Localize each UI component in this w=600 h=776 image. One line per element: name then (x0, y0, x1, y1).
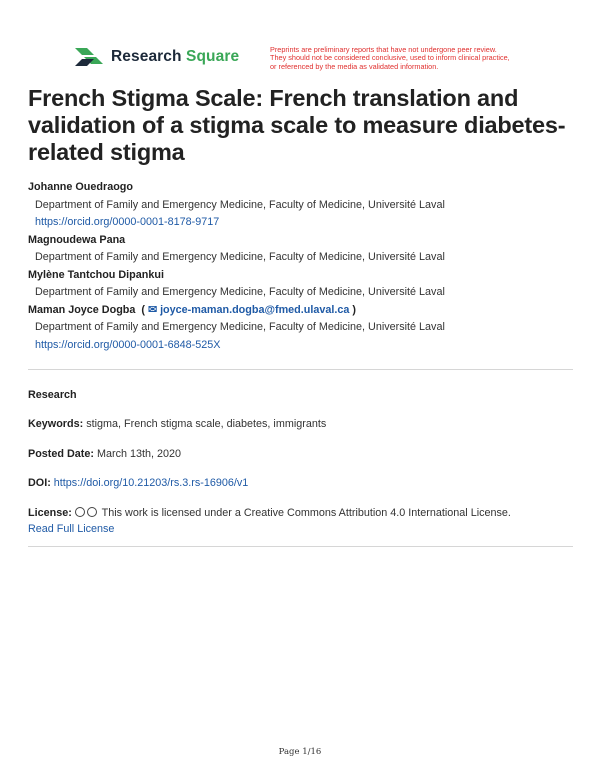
author-name: Johanne Ouedraogo (28, 181, 133, 193)
author-affiliation: Department of Family and Emergency Medicine, Faculty of Medicine, Université Laval (35, 251, 445, 263)
author-name: Magnoudewa Pana (28, 233, 126, 246)
author-block (28, 232, 578, 267)
logo-text (111, 48, 239, 66)
posted-date-value: March 13th, 2020 (97, 448, 182, 460)
author-block (28, 179, 578, 232)
keywords-label: Keywords: (28, 418, 84, 430)
author-name: Mylène Tantchou Dipankui (28, 268, 164, 281)
doi-label: DOI: (28, 477, 51, 489)
author-affiliation: Department of Family and Emergency Medicine, Faculty of Medicine, Université Laval (35, 198, 445, 211)
article-type (28, 387, 578, 403)
logo-square: Square (186, 48, 240, 65)
article-type-label: Research (28, 389, 77, 401)
cc-by-icon (87, 507, 97, 517)
orcid-link[interactable]: https://orcid.org/0000-0001-8178-9717 (35, 216, 220, 228)
email-link[interactable] (148, 304, 349, 316)
logo-research: Research (111, 48, 182, 65)
disclaimer-line: or referenced by the media as validated information. (270, 61, 439, 71)
keywords-row (28, 416, 578, 432)
research-square-logo[interactable] (75, 46, 239, 68)
disclaimer-line: They should not be considered conclusive, used to inform clinical practice, (270, 53, 510, 63)
paper-title: French Stigma Scale: French translation and validation of a stigma scale to measure diabetes-related stigma (28, 85, 566, 165)
author-block (28, 267, 578, 302)
license-row (28, 505, 578, 537)
disclaimer-line: Preprints are preliminary reports that have not undergone peer review. (270, 45, 497, 54)
preprint-disclaimer (270, 46, 540, 71)
page-number: Page 1/16 (278, 747, 322, 757)
author-block (28, 302, 578, 355)
author-name: Maman Joyce Dogba (28, 303, 136, 316)
doi-link[interactable]: https://doi.org/10.21203/rs.3.rs-16906/v1 (53, 477, 249, 489)
author-affiliation: Department of Family and Emergency Medicine, Faculty of Medicine, Université Laval (35, 321, 445, 333)
keywords-value: stigma, French stigma scale, diabetes, immigrants (86, 418, 327, 430)
posted-date-label: Posted Date: (28, 448, 94, 460)
read-full-license-link[interactable]: Read Full License (28, 523, 115, 535)
email-address: joyce-maman.dogba@fmed.ulaval.ca (160, 303, 350, 316)
research-square-logo-icon (75, 46, 103, 68)
author-list (28, 179, 578, 354)
corresponding-author: Maman Joyce Dogba ( ✉ joyce-maman.dogba@fmed.ulaval.ca ) (28, 303, 357, 316)
cc-icon (75, 507, 85, 517)
doi-row (28, 475, 578, 491)
author-affiliation: Department of Family and Emergency Medicine, Faculty of Medicine, Université Laval (35, 286, 445, 298)
license-label: License: (28, 507, 72, 519)
license-text: This work is licensed under a Creative Commons Attribution 4.0 International License. (101, 507, 511, 519)
divider (28, 369, 573, 370)
posted-date-row (28, 446, 578, 462)
envelope-icon: ✉ (148, 303, 158, 316)
email-paren: ( (138, 303, 149, 316)
divider (28, 546, 573, 547)
orcid-link[interactable]: https://orcid.org/0000-0001-6848-525X (35, 338, 221, 351)
